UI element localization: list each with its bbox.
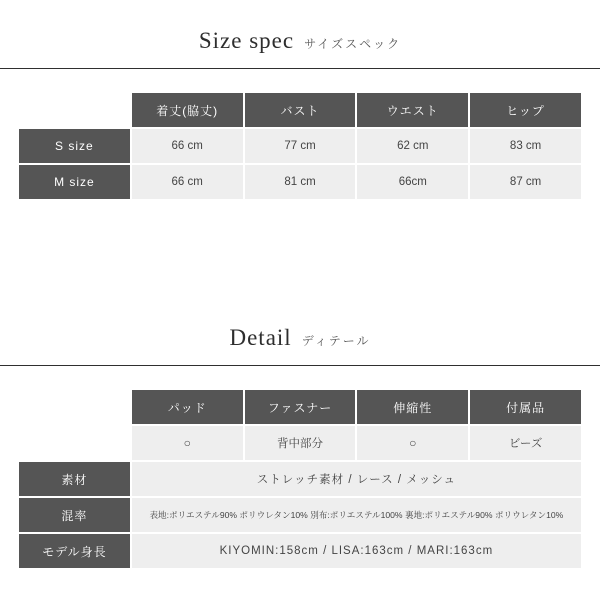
size-spec-m-waist: 66cm [357, 165, 468, 199]
detail-header-pad: パッド [132, 390, 243, 424]
size-spec-header-hip: ヒップ [470, 93, 581, 127]
table-header-row [19, 390, 581, 424]
detail-value-fastener: 背中部分 [245, 426, 356, 460]
detail-section [0, 297, 600, 570]
size-spec-s-hip: 83 cm [470, 129, 581, 163]
size-spec-section [0, 0, 600, 201]
size-spec-s-bust: 77 cm [245, 129, 356, 163]
table-row [19, 462, 581, 496]
table-row [19, 534, 581, 568]
detail-spec-row-blank [19, 426, 130, 460]
table-row [19, 498, 581, 532]
detail-value-accessory: ビーズ [470, 426, 581, 460]
detail-table [17, 388, 583, 570]
size-spec-m-length: 66 cm [132, 165, 243, 199]
detail-row-label-composition: 混率 [19, 498, 130, 532]
size-spec-m-bust: 81 cm [245, 165, 356, 199]
detail-row-value-composition: 表地:ポリエステル90% ポリウレタン10% 別布:ポリエステル100% 裏地:ポリエステル90% ポリウレタン10% [132, 498, 581, 532]
detail-row-value-model-height: KIYOMIN:158cm / LISA:163cm / MARI:163cm [132, 534, 581, 568]
size-spec-header-waist: ウエスト [357, 93, 468, 127]
size-spec-row-label-s: S size [19, 129, 130, 163]
size-spec-s-length: 66 cm [132, 129, 243, 163]
detail-row-value-material: ストレッチ素材 / レース / メッシュ [132, 462, 581, 496]
table-row [19, 129, 581, 163]
size-spec-divider [0, 68, 600, 69]
size-spec-header-blank [19, 93, 130, 127]
table-header-row [19, 93, 581, 127]
section-spacer [0, 201, 600, 297]
detail-header-blank [19, 390, 130, 424]
detail-heading-en: Detail [229, 325, 292, 350]
detail-heading [0, 297, 600, 361]
table-row [19, 165, 581, 199]
size-spec-header-length: 着丈(脇丈) [132, 93, 243, 127]
detail-heading-jp: ディテール [301, 334, 371, 348]
size-spec-heading [0, 0, 600, 64]
size-spec-m-hip: 87 cm [470, 165, 581, 199]
size-spec-header-bust: バスト [245, 93, 356, 127]
size-spec-s-waist: 62 cm [357, 129, 468, 163]
detail-value-stretch: ○ [357, 426, 468, 460]
detail-divider [0, 365, 600, 366]
size-spec-row-label-m: M size [19, 165, 130, 199]
detail-row-label-material: 素材 [19, 462, 130, 496]
detail-header-accessory: 付属品 [470, 390, 581, 424]
size-spec-heading-jp: サイズスペック [304, 37, 402, 51]
detail-header-stretch: 伸縮性 [357, 390, 468, 424]
table-row [19, 426, 581, 460]
detail-row-label-model-height: モデル身長 [19, 534, 130, 568]
detail-value-pad: ○ [132, 426, 243, 460]
size-spec-heading-en: Size spec [198, 28, 295, 53]
detail-header-fastener: ファスナー [245, 390, 356, 424]
size-spec-table [17, 91, 583, 201]
